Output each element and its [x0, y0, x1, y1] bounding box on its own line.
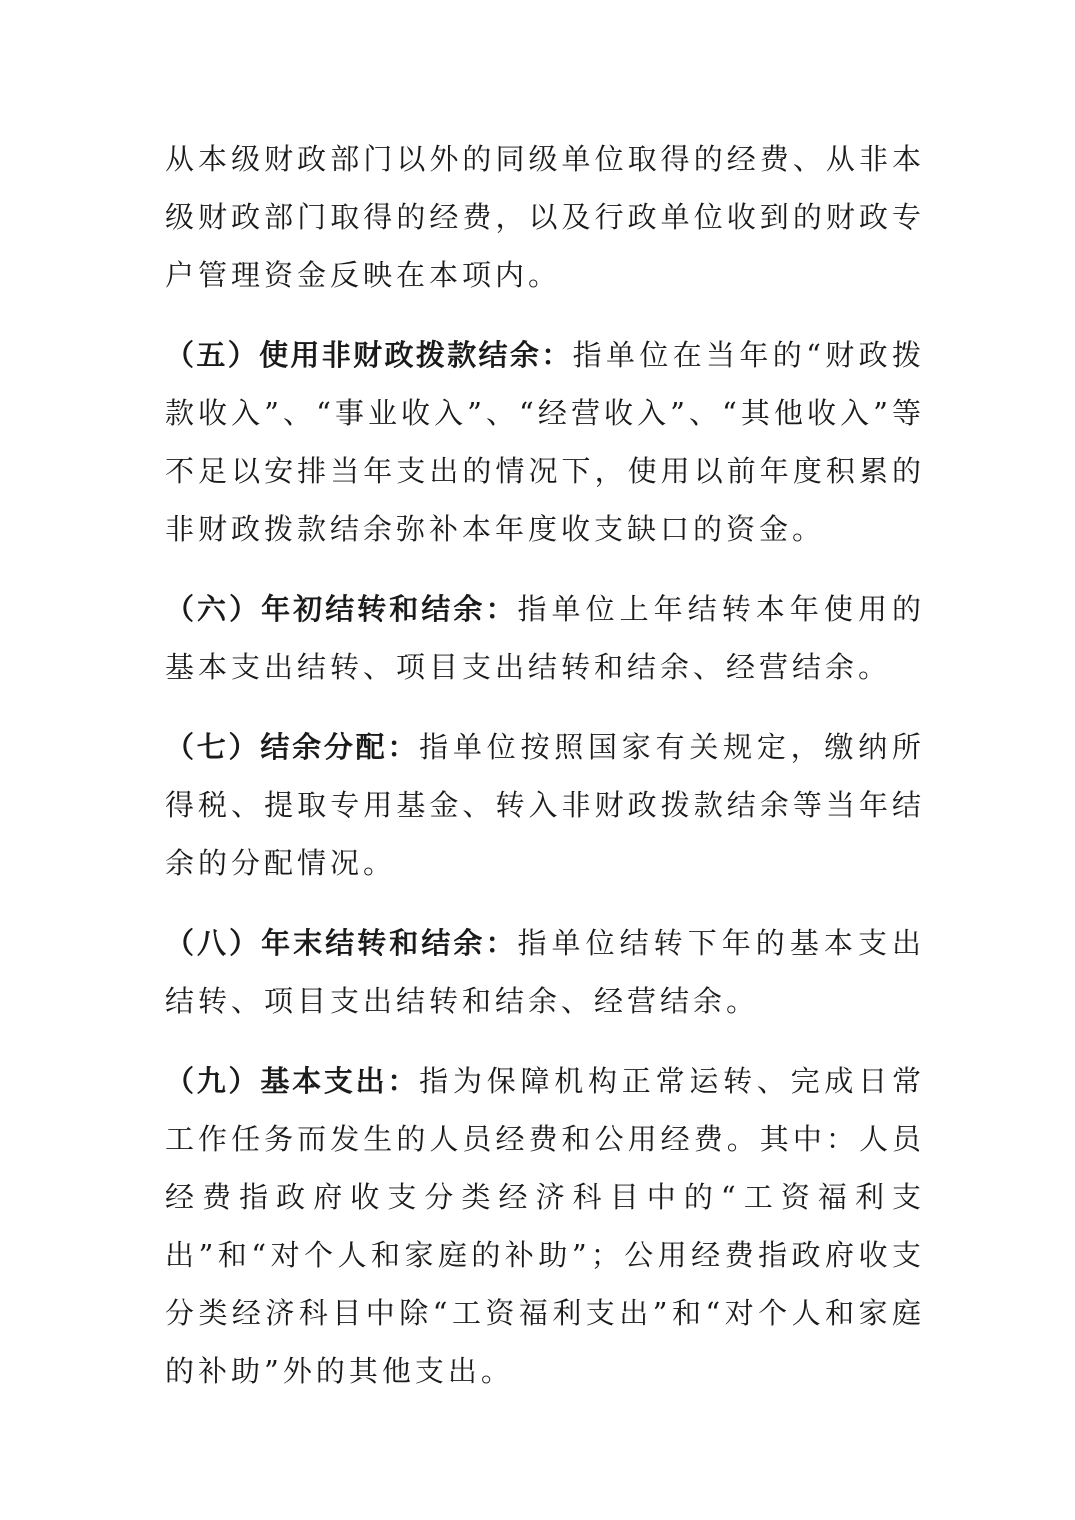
paragraph-body: 指单位在当年的“财政拨款收入”、“事业收入”、“经营收入”、“其他收入”等不足以安排当年支出的情况下，使用以前年度积累的非财政拨款结余弥补本年度收支缺口的资金。 [165, 338, 925, 546]
paragraph-heading: （六）年初结转和结余： [165, 592, 518, 626]
paragraph-body: 从本级财政部门以外的同级单位取得的经费、从非本级财政部门取得的经费，以及行政单位收到的财政专户管理资金反映在本项内。 [165, 142, 925, 292]
paragraph-heading: （九）基本支出： [165, 1064, 420, 1098]
paragraph-heading: （五）使用非财政拨款结余： [165, 338, 573, 372]
paragraph-heading: （八）年末结转和结余： [165, 926, 518, 960]
paragraph-body: 指单位按照国家有关规定，缴纳所得税、提取专用基金、转入非财政拨款结余等当年结余的分配情况。 [165, 730, 925, 880]
paragraph-closing-carryover [165, 914, 925, 1030]
paragraph-body: 指单位上年结转本年使用的基本支出结转、项目支出结转和结余、经营结余。 [165, 592, 925, 684]
paragraph-use-non-fiscal-balance [165, 326, 925, 558]
paragraph-body: 指为保障机构正常运转、完成日常工作任务而发生的人员经费和公用经费。其中：人员经费指政府收支分类经济科目中的“工资福利支出”和“对个人和家庭的补助”；公用经费指政府收支分类经济科目中除“工资福利支出”和“对个人和家庭的补助”外的其他支出。 [165, 1064, 925, 1388]
paragraph-heading: （七）结余分配： [165, 730, 420, 764]
paragraph-balance-distribution [165, 718, 925, 892]
document-body [165, 130, 925, 1422]
paragraph-income-continuation [165, 130, 925, 304]
paragraph-body: 指单位结转下年的基本支出结转、项目支出结转和结余、经营结余。 [165, 926, 925, 1018]
paragraph-basic-expenditure [165, 1052, 925, 1400]
paragraph-opening-carryover [165, 580, 925, 696]
